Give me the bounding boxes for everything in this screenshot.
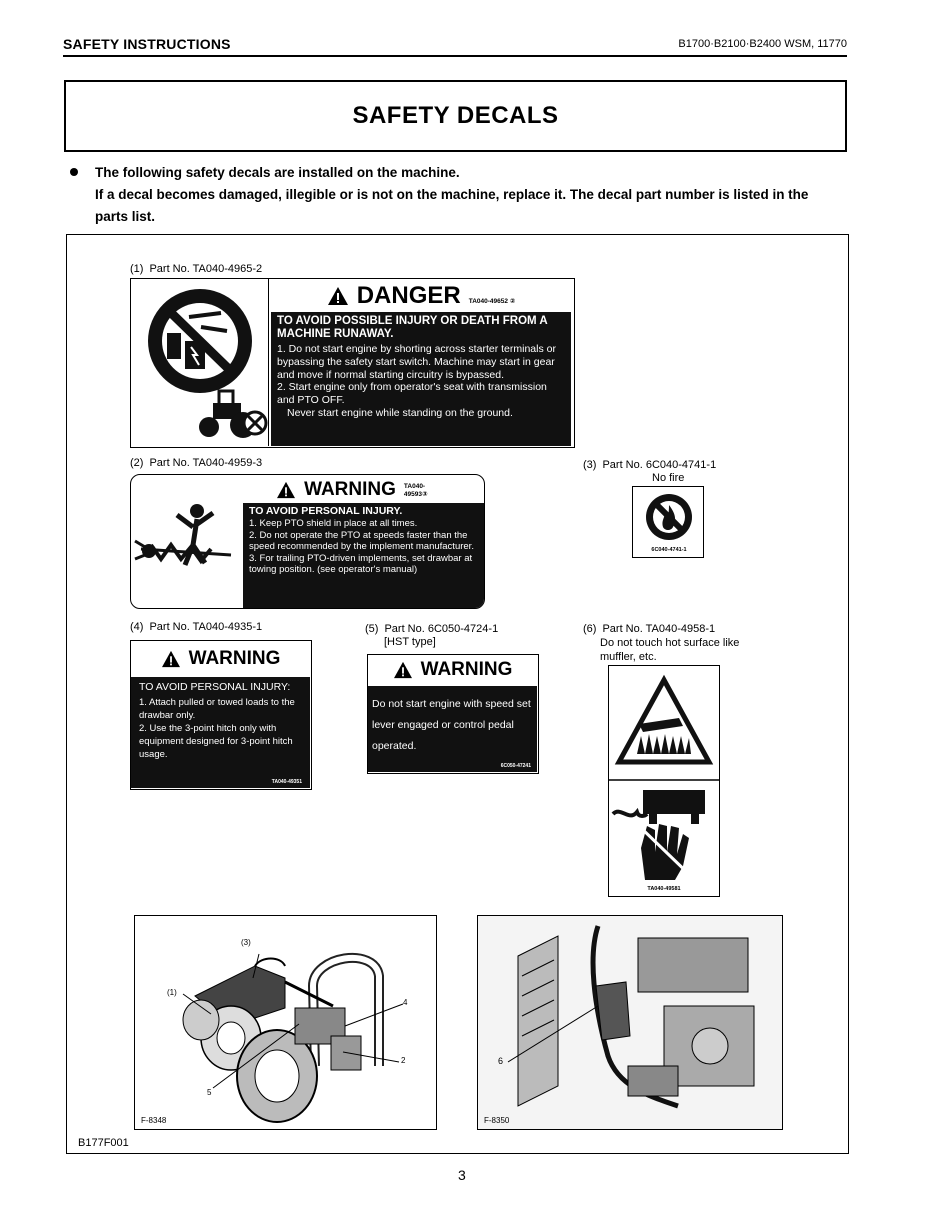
decal-4-signal-word: WARNING — [188, 648, 281, 669]
decal-4 — [130, 640, 312, 790]
decal-2-signal — [243, 477, 481, 503]
decal-5-part: Part No. 6C050-4724-1 — [384, 623, 499, 635]
decal-6 — [608, 665, 720, 897]
decal-2-pictogram — [131, 475, 241, 607]
decal-1-part: Part No. TA040-4965-2 — [149, 263, 263, 275]
decal-2-heading: TO AVOID PERSONAL INJURY. — [249, 505, 403, 517]
decal-1-code: TA040-49652 ② — [468, 298, 516, 305]
decal-5-text: Do not start engine with speed set lever engaged or control pedal operated. — [372, 698, 531, 752]
callout-2: 2 — [401, 1056, 406, 1065]
tractor-figure — [134, 915, 437, 1130]
decal-2 — [130, 474, 485, 609]
decal-6-description: Do not touch hot surface like muffler, etc. — [600, 637, 740, 663]
decal-4-code: TA040-49351 — [271, 779, 302, 785]
no-fire-icon — [643, 491, 695, 543]
decal-4-part: Part No. TA040-4935-1 — [149, 621, 263, 633]
no-short-start-icon — [131, 279, 269, 446]
decal-2-part: Part No. TA040-4959-3 — [149, 457, 263, 469]
decal-4-heading: TO AVOID PERSONAL INJURY: — [139, 681, 291, 693]
title-box — [64, 80, 847, 152]
decal-5-type: [HST type] — [384, 636, 436, 648]
decal-1 — [130, 278, 575, 448]
intro-text — [95, 162, 845, 228]
decal-1-signal — [271, 281, 571, 311]
decal-2-number: (2) — [130, 457, 144, 469]
decal-1-label — [130, 262, 262, 276]
decal-6-part: Part No. TA040-4958-1 — [602, 623, 716, 635]
decal-2-item-2: 2. Do not operate the PTO at speeds faster than the speed recommended by the implement manufacturer. — [249, 529, 474, 552]
decal-1-text-panel — [271, 312, 571, 446]
decal-2-item-3: 3. For trailing PTO-driven implements, set drawbar at towing position. (see operator's manual) — [249, 552, 473, 575]
section-title: SAFETY INSTRUCTIONS — [63, 36, 231, 52]
decal-5-code: 6C050-47241 — [500, 763, 531, 769]
decal-2-code: TA040-49593③ — [403, 482, 428, 498]
decal-4-text-panel — [131, 677, 310, 788]
decal-1-item-3: Never start engine while standing on the ground. — [287, 406, 513, 419]
callout-4: 4 — [403, 998, 408, 1007]
warning-triangle-icon — [276, 481, 296, 499]
decal-4-item-2: 2. Use the 3-point hitch only with equipment designed for 3-point hitch usage. — [139, 723, 293, 760]
decal-5-signal-word: WARNING — [420, 659, 513, 680]
decal-3-label — [583, 458, 716, 472]
decal-5-signal — [368, 655, 537, 685]
intro-line-1: The following safety decals are installed on the machine. — [95, 165, 460, 180]
decal-5-text-panel — [368, 686, 537, 772]
page-number: 3 — [458, 1167, 466, 1183]
pto-entanglement-icon — [131, 475, 241, 607]
engine-figure — [477, 915, 783, 1130]
decal-3-description: No fire — [652, 472, 685, 484]
header-rule — [63, 55, 847, 57]
callout-6: 6 — [498, 1056, 504, 1066]
decal-3-code: 6C040-4741-1 — [651, 547, 687, 553]
decal-6-label — [583, 622, 715, 636]
decal-4-label — [130, 620, 262, 634]
document-reference: B1700·B2100·B2400 WSM, 11770 — [678, 38, 847, 50]
decal-1-pictogram — [131, 279, 269, 446]
decal-4-number: (4) — [130, 621, 144, 633]
warning-triangle-icon — [327, 286, 349, 306]
decal-4-item-1: 1. Attach pulled or towed loads to the drawbar only. — [139, 697, 295, 721]
decal-5 — [367, 654, 539, 774]
warning-triangle-icon — [393, 661, 413, 679]
decal-1-item-2: 2. Start engine only from operator's seat with transmission and PTO OFF. — [277, 381, 547, 407]
decal-1-signal-word: DANGER — [356, 282, 461, 309]
decal-3-part: Part No. 6C040-4741-1 — [602, 459, 717, 471]
engine-illustration — [478, 916, 783, 1130]
decal-1-number: (1) — [130, 263, 144, 275]
decal-5-label — [365, 622, 498, 636]
intro-line-2: If a decal becomes damaged, illegible or is not on the machine, replace it. The decal part number is listed in the parts list. — [95, 187, 809, 224]
decal-2-item-1: 1. Keep PTO shield in place at all times. — [249, 518, 418, 529]
figure-right-caption: F-8350 — [484, 1116, 510, 1125]
decal-2-label — [130, 456, 262, 470]
figure-id: B177F001 — [78, 1137, 129, 1149]
page-title: SAFETY DECALS — [352, 102, 559, 129]
decal-5-number: (5) — [365, 623, 379, 635]
callout-5: 5 — [207, 1088, 212, 1097]
decal-1-item-1: 1. Do not start engine by shorting across starter terminals or bypassing the safety start switch. Machine may start in gear and move if normal starting circuitry is bypassed. — [277, 343, 556, 381]
decal-3 — [632, 486, 704, 558]
decal-6-number: (6) — [583, 623, 597, 635]
bullet-icon — [70, 168, 78, 176]
decal-3-number: (3) — [583, 459, 597, 471]
decal-2-signal-word: WARNING — [304, 479, 396, 500]
warning-triangle-icon — [161, 650, 181, 668]
hot-surface-icon — [609, 666, 719, 896]
callout-3: (3) — [241, 938, 251, 947]
decal-1-heading: TO AVOID POSSIBLE INJURY OR DEATH FROM A MACHINE RUNAWAY. — [277, 315, 548, 340]
decal-4-signal — [131, 643, 310, 675]
callout-1: (1) — [167, 988, 177, 997]
decal-2-text-panel — [243, 503, 485, 609]
figure-left-caption: F-8348 — [141, 1116, 167, 1125]
decal-6-code: TA040-49581 — [647, 886, 681, 892]
tractor-illustration — [135, 916, 437, 1130]
